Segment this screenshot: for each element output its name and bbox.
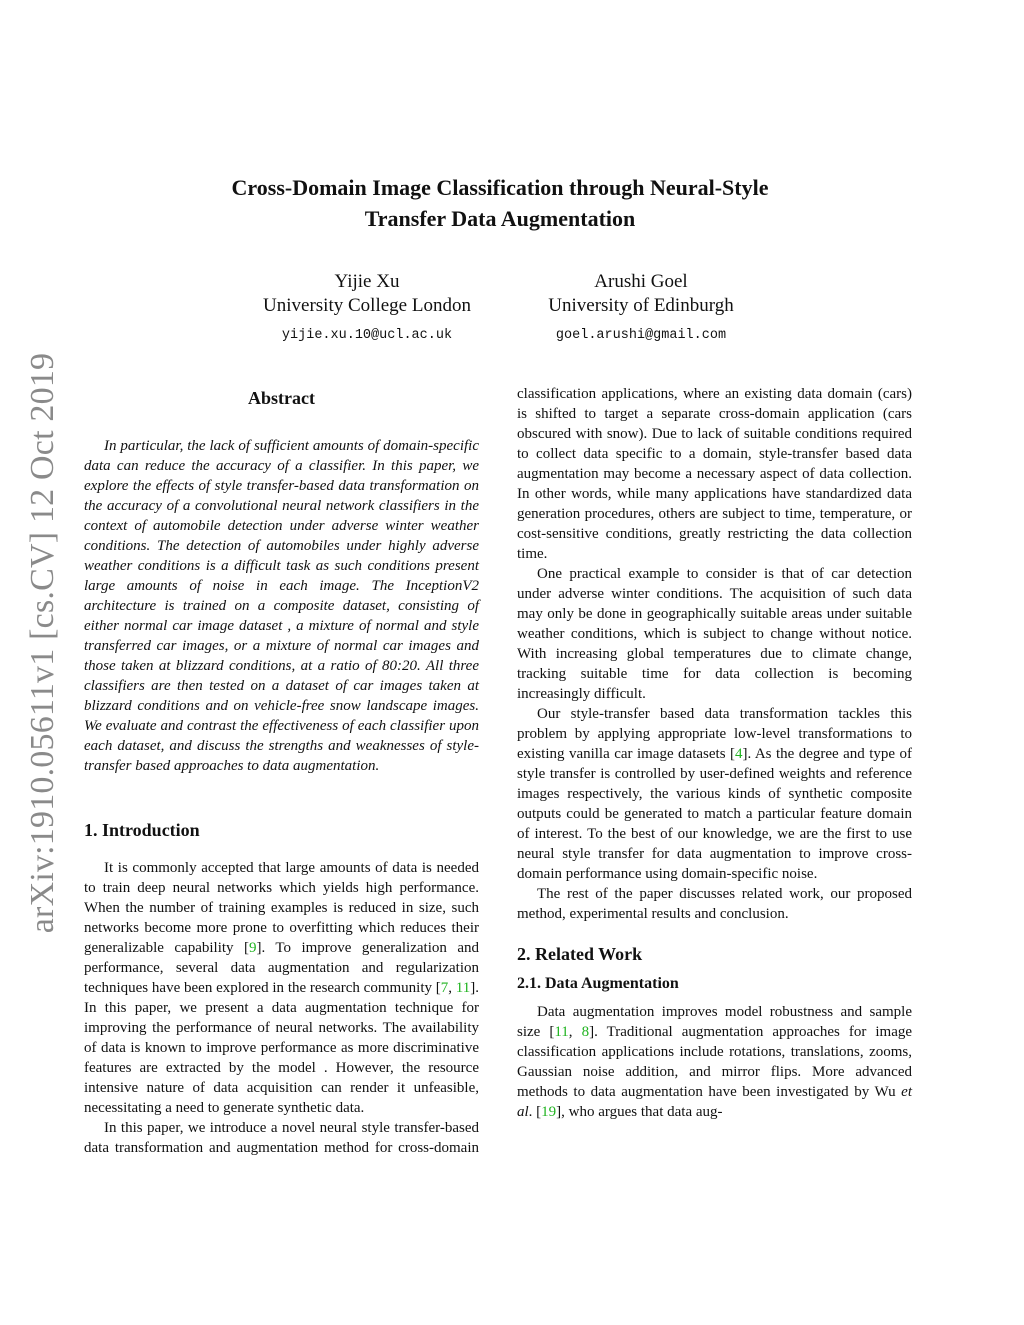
related-work-paragraph-1: Data augmentation improves model robustness and sample size [11, 8]. Traditional augmentation approaches for image classification applications include rotations, translations, zooms, Gaussian noise addition, and mirror flips. More advanced methods to data augmentation have been investigated by Wu et al. [19], who argues that data aug- <box>517 1004 913 1120</box>
citation-link[interactable]: 8 <box>581 1024 590 1040</box>
related-work-heading: 2. Related Work <box>517 944 643 964</box>
author-name: Arushi Goel <box>594 271 688 292</box>
paper-title <box>150 172 850 234</box>
author-name: Yijie Xu <box>334 271 400 292</box>
citation-link[interactable]: 19 <box>541 1104 557 1120</box>
right-column <box>517 384 912 1122</box>
intro-paragraph-5: The rest of the paper discusses related work, our proposed method, experimental results and conclusion. <box>517 886 912 922</box>
author-email: goel.arushi@gmail.com <box>555 328 727 343</box>
introduction-heading: 1. Introduction <box>84 820 200 840</box>
left-column <box>84 384 479 1158</box>
citation-link[interactable]: 9 <box>248 940 257 956</box>
citation-link[interactable]: 7 <box>440 980 449 996</box>
citation-link[interactable]: 11 <box>455 980 471 996</box>
intro-paragraph-2-continued: classification applications, where an existing data domain (cars) is shifted to target a separate cross-domain application (cars obscured with snow). Due to lack of suitable conditions required to collect data specific to a domain, style-transfer based data augmentation may become a necessary aspect of data collection. In other words, while many applications have standardized data generation procedures, others are subject to time, temperature, or cost-sensitive conditions, greatly restricting the data collection time. <box>517 386 912 562</box>
title-line-2: Transfer Data Augmentation <box>364 206 636 231</box>
author-email: yijie.xu.10@ucl.ac.uk <box>281 328 453 343</box>
abstract-body <box>84 436 479 776</box>
intro-paragraph-3-text: One practical example to consider is that of car detection under adverse winter conditions. The acquisition of such data may only be done in geographically suitable areas under suitable weather conditions, which is subject to change without notice. With increasing global temperatures due to climate change, tracking suitable time for data collection is becoming increasingly difficult. <box>517 566 912 702</box>
arxiv-identifier-stamp: arXiv:1910.05611v1 [cs.CV] 12 Oct 2019 <box>24 352 61 934</box>
intro-paragraph-4: Our style-transfer based data transformation tackles this problem by applying appropriate low-level transformations to existing vanilla car image datasets [4]. As the degree and type of style transfer is controlled by user-defined weights and reference images respectively, the various kinds of synthetic composite outputs could be generated to match a particular feature domain of interest. To the best of our knowledge, we are the first to use neural style transfer for data augmentation to improve cross-domain performance using domain-specific noise. <box>517 706 913 882</box>
author-affiliation: University College London <box>263 295 471 316</box>
author-block-2 <box>491 270 791 348</box>
abstract-heading: Abstract <box>248 388 315 408</box>
author-affiliation: University of Edinburgh <box>548 295 734 316</box>
intro-paragraph-2: In this paper, we introduce a novel neural style transfer-based data transformation and augmentation method for cross-domain <box>84 1120 479 1156</box>
abstract-text: In particular, the lack of sufficient amounts of domain-specific data can reduce the accuracy of a classifier. In this paper, we explore the effects of style transfer-based data transformation on the accuracy of a convolutional neural network classifiers in the context of automobile detection under adverse winter weather conditions. The detection of automobiles under highly adverse weather conditions is a difficult task as such conditions present large amounts of noise in each image. The InceptionV2 architecture is trained on a composite dataset, consisting of either normal car image dataset , a mixture of normal and style transferred car images, or a mixture of normal car images and those taken at blizzard conditions, at a ratio of 80:20. All three classifiers are then tested on a dataset of car images taken at blizzard conditions and on vehicle-free snow landscape images. We evaluate and contrast the effectiveness of each classifier upon each dataset, and discuss the strengths and weaknesses of style-transfer based approaches to data augmentation. <box>84 438 479 774</box>
title-line-1: Cross-Domain Image Classification through Neural-Style <box>231 175 769 200</box>
citation-link[interactable]: 11 <box>554 1024 569 1040</box>
intro-paragraph-1: It is commonly accepted that large amounts of data is needed to train deep neural networks which yields high performance. When the number of training examples is reduced in size, such networks become more prone to overfitting which reduces their generalizable capability [9]. To improve generalization and performance, several data augmentation and regularization techniques have been explored in the research community [7, 11]. In this paper, we present a data augmentation technique for improving the performance of neural networks. The availability of data is known to improve performance as more discriminative features are extracted by the model . However, the resource intensive nature of data acquisition can render it unfeasible, necessitating a need to generate synthetic data. <box>84 860 479 1116</box>
data-augmentation-subheading: 2.1. Data Augmentation <box>517 975 679 992</box>
author-block-1 <box>217 270 517 348</box>
citation-link[interactable]: 4 <box>734 746 743 762</box>
